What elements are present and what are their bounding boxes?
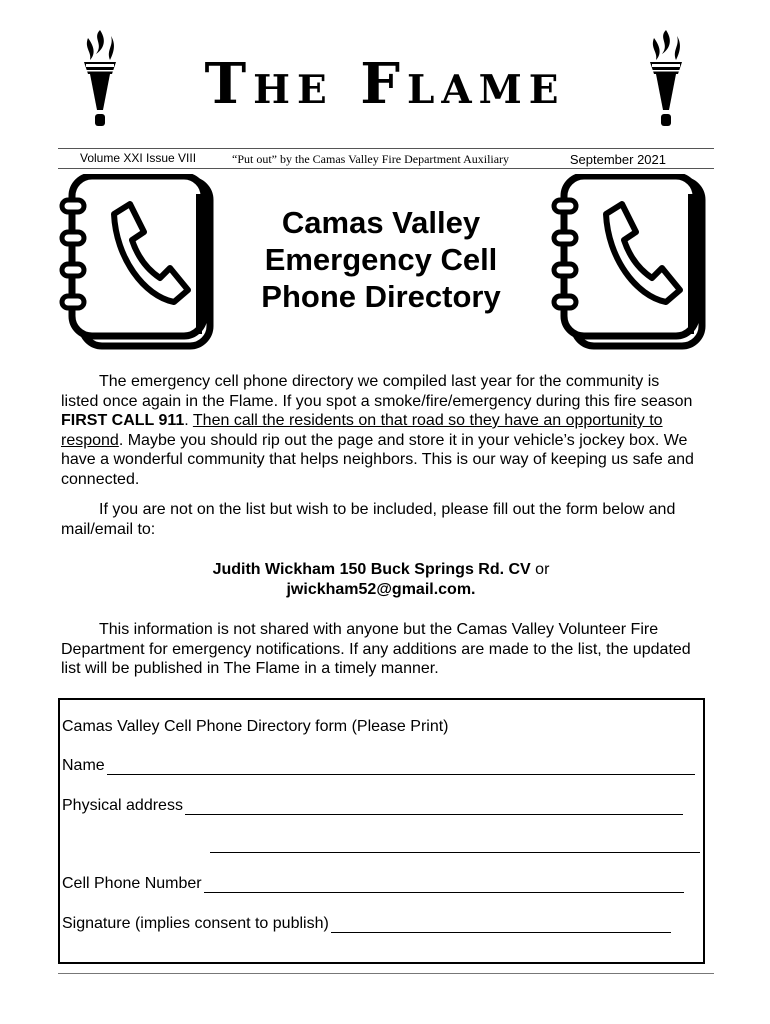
name-label: Name xyxy=(62,757,105,774)
contact-or: or xyxy=(530,561,550,578)
intro-text-2: . xyxy=(184,412,193,429)
privacy-text: This information is not shared with anyone but the Camas Valley Volunteer Fire Department for emergency notifications. If any additions are made to the list, the updated list will be published in The Flame in a timely manner. xyxy=(61,621,691,677)
paragraph-privacy xyxy=(61,620,701,679)
masthead-rule-bottom xyxy=(58,168,714,169)
form-title: Camas Valley Cell Phone Directory form (Please Print) xyxy=(62,718,449,735)
newsletter-title: The Flame xyxy=(204,51,566,117)
directory-form xyxy=(58,698,705,964)
call-residents-note: Then call the residents on that road so they have an opportunity to respond xyxy=(61,412,663,449)
name-field[interactable] xyxy=(107,759,695,775)
torch-icon-right xyxy=(644,28,688,136)
paragraph-include xyxy=(61,500,701,539)
contact-email: jwickham52@gmail.com. xyxy=(286,580,476,598)
headline-line-3: Phone Directory xyxy=(261,279,501,314)
headline-line-2: Emergency Cell xyxy=(264,242,498,277)
paragraph-intro xyxy=(61,372,701,489)
volume-issue: Volume XXI Issue VIII xyxy=(80,151,197,165)
address-row xyxy=(62,797,683,815)
contact-block xyxy=(61,560,701,599)
address-label: Physical address xyxy=(62,797,183,814)
address-field[interactable] xyxy=(185,799,683,815)
name-row xyxy=(62,757,695,775)
signature-row xyxy=(62,915,671,933)
tagline: “Put out” by the Camas Valley Fire Department Auxiliary xyxy=(232,152,510,166)
issue-date: September 2021 xyxy=(569,152,666,167)
footer-rule xyxy=(58,973,714,974)
masthead-rule-top xyxy=(58,148,714,149)
address-field-line-2[interactable] xyxy=(210,837,700,853)
issue-bar xyxy=(58,150,714,168)
headline-line-1: Camas Valley xyxy=(281,205,481,240)
contact-address: Judith Wickham 150 Buck Springs Rd. CV xyxy=(212,561,531,578)
include-text: If you are not on the list but wish to be included, please fill out the form below and mail/email to: xyxy=(61,501,676,538)
torch-icon-left xyxy=(78,28,122,136)
phone-field[interactable] xyxy=(204,877,684,893)
signature-label: Signature (implies consent to publish) xyxy=(62,915,329,932)
phone-book-icon-left xyxy=(58,174,218,354)
article-headline xyxy=(226,204,536,315)
signature-field[interactable] xyxy=(331,917,671,933)
address-row-2 xyxy=(208,837,700,853)
first-call-911: FIRST CALL 911 xyxy=(61,412,185,429)
intro-text: The emergency cell phone directory we compiled last year for the community is listed once again in the Flame. If you spot a smoke/fire/emergency during this fire season xyxy=(61,373,693,410)
phone-row xyxy=(62,875,684,893)
phone-book-icon-right xyxy=(550,174,710,354)
phone-label: Cell Phone Number xyxy=(62,875,202,892)
intro-text-3: . Maybe you should rip out the page and store it in your vehicle’s jockey box. We have a wonderful community that helps neighbors. This is our way of keeping us safe and connected. xyxy=(61,431,694,488)
